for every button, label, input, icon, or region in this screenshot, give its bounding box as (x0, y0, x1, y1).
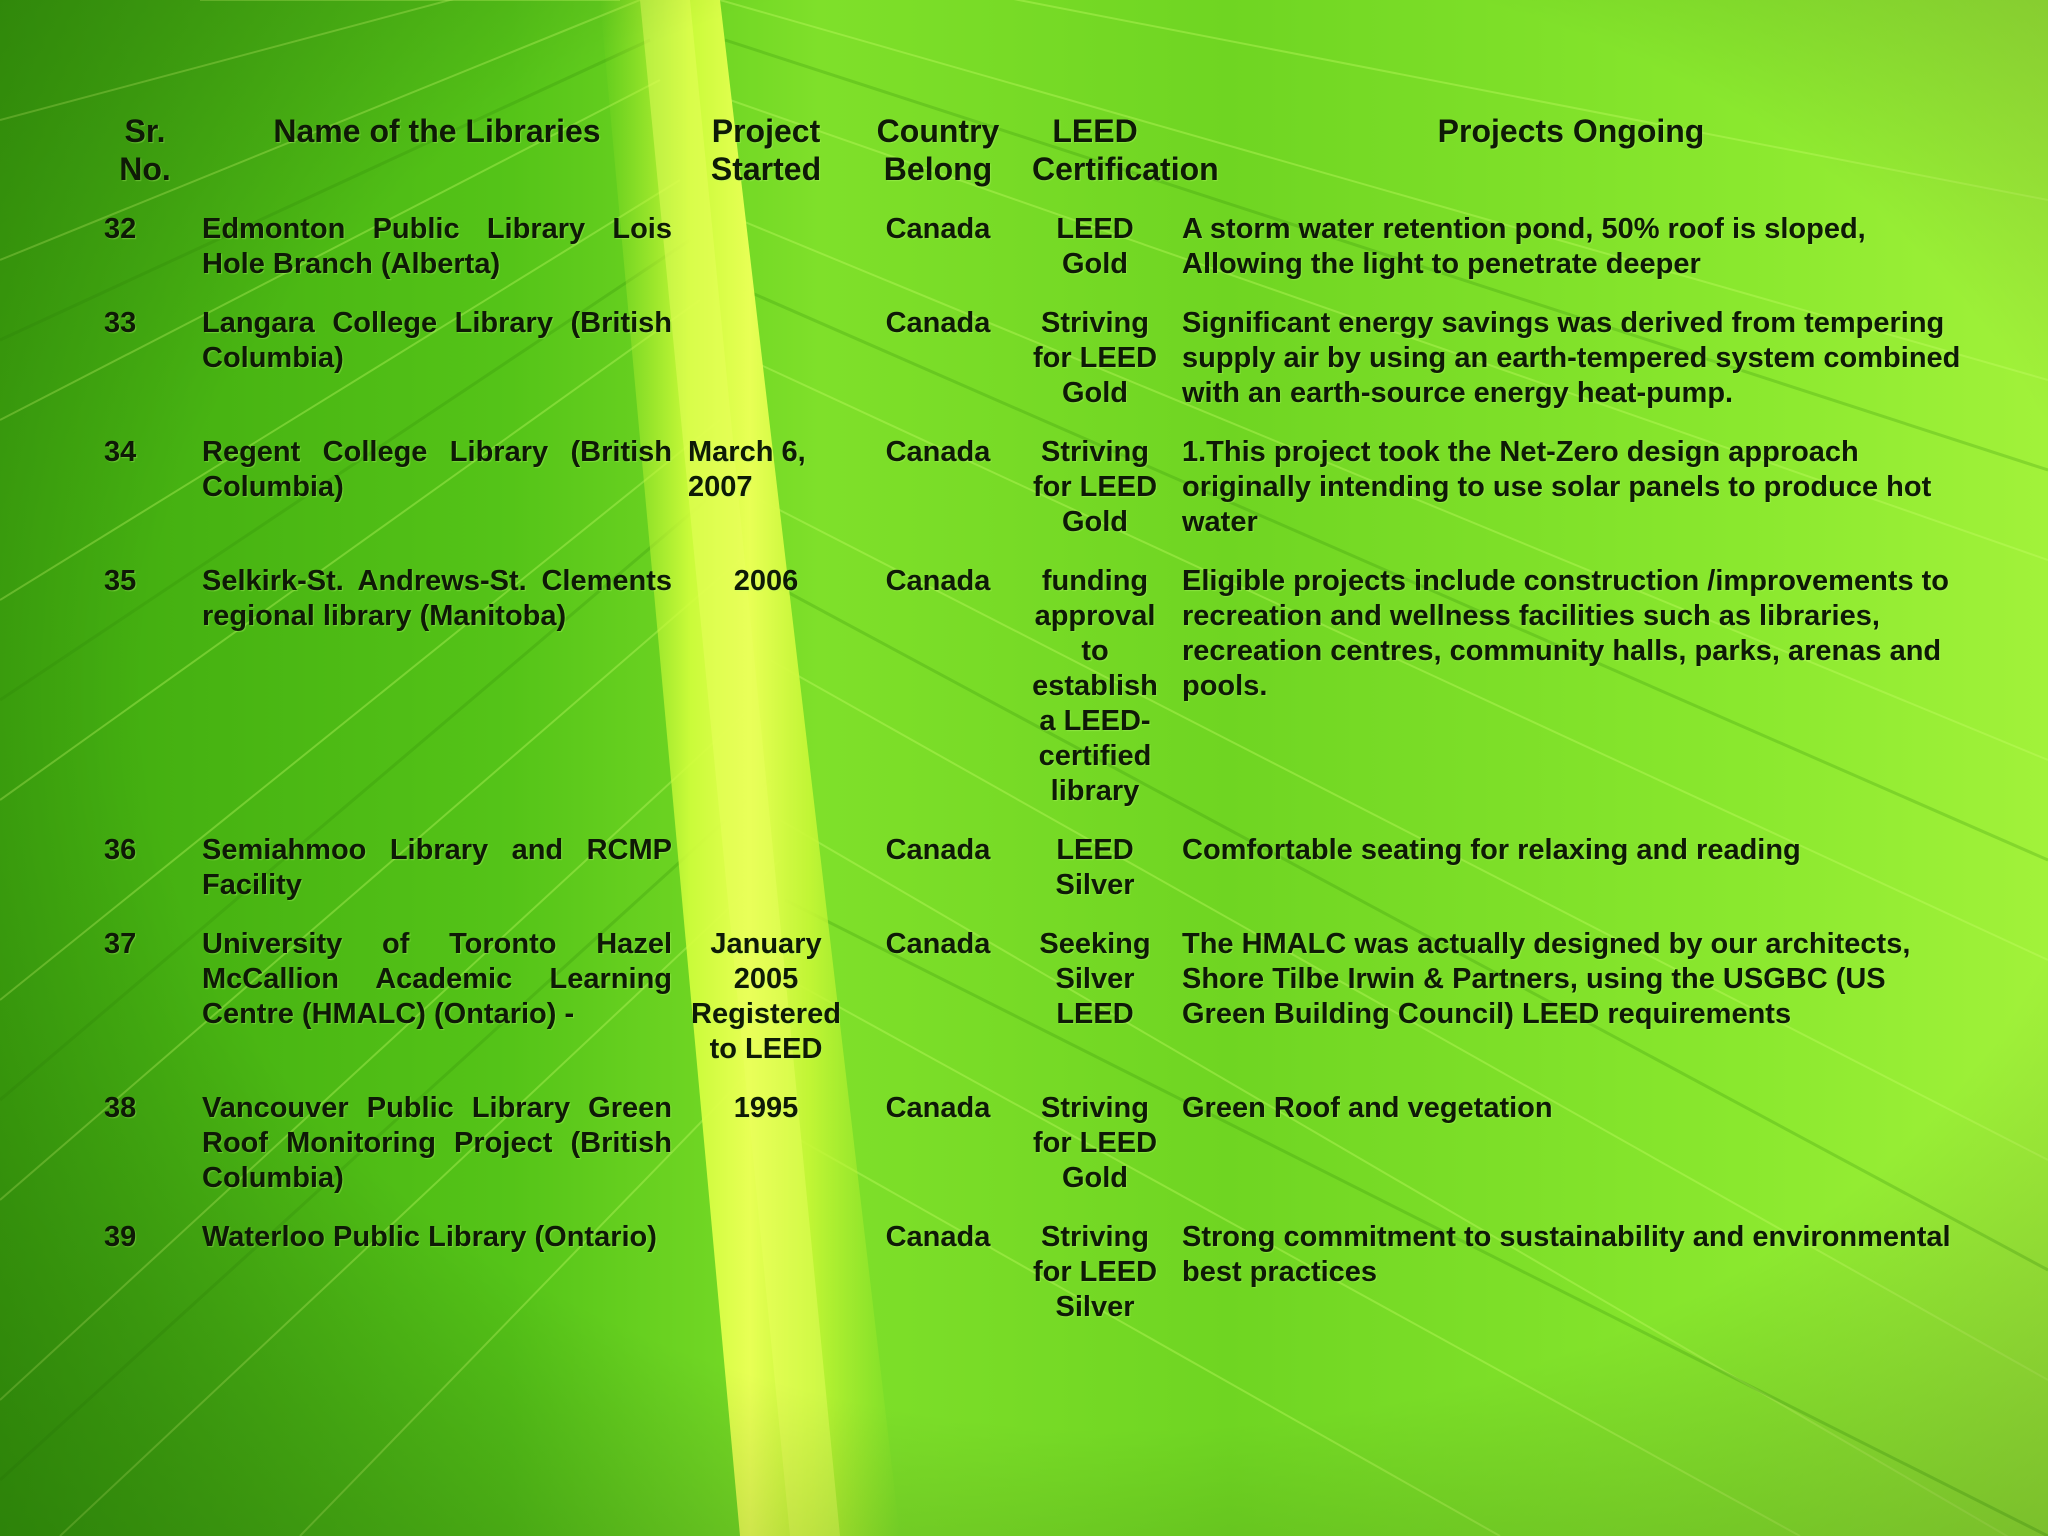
header-project-started: Project Started (710, 113, 822, 187)
cell-projects-ongoing: The HMALC was actually designed by our architects, Shore Tilbe Irwin & Partners, using the USGBC (US Green Building Council) LEED requirements (1182, 928, 1911, 1030)
cell-projects-ongoing: Eligible projects include construction /improvements to recreation and wellness facilities such as libraries, recreation centres, community halls, parks, arenas and pools. (1182, 565, 1950, 702)
cell-country: Canada (885, 436, 991, 468)
cell-project-started: 2006 (733, 565, 799, 597)
table-row (96, 1220, 1976, 1349)
cell-library-name: Regent College Library (British Columbia) (202, 436, 672, 503)
cell-country: Canada (885, 1092, 991, 1124)
cell-leed: Striving for LEED Gold (1032, 307, 1158, 409)
cell-projects-ongoing: Comfortable seating for relaxing and reading (1182, 834, 1801, 866)
header-projects-ongoing: Projects Ongoing (1437, 113, 1705, 149)
table-header-row (96, 106, 1976, 212)
cell-country: Canada (885, 307, 991, 339)
table-row (96, 833, 1976, 927)
table-row (96, 212, 1976, 306)
table-row (96, 1091, 1976, 1220)
cell-country: Canada (885, 1221, 991, 1253)
cell-leed: LEED Gold (1056, 213, 1134, 280)
cell-project-started (680, 833, 852, 927)
table-row (96, 306, 1976, 435)
header-sr-no: Sr. No. (119, 113, 171, 187)
cell-sr-no: 34 (104, 436, 137, 468)
cell-library-name: Selkirk-St. Andrews-St. Clements regional library (Manitoba) (202, 565, 672, 632)
cell-project-started (680, 1220, 852, 1349)
cell-library-name: Langara College Library (British Columbia) (202, 307, 672, 374)
cell-sr-no: 35 (104, 565, 137, 597)
cell-country: Canada (885, 928, 991, 960)
cell-sr-no: 37 (104, 928, 137, 960)
cell-projects-ongoing: A storm water retention pond, 50% roof is sloped, Allowing the light to penetrate deeper (1182, 213, 1866, 280)
cell-library-name: Vancouver Public Library Green Roof Monitoring Project (British Columbia) (202, 1092, 672, 1194)
cell-library-name: Edmonton Public Library Lois Hole Branch (Alberta) (202, 213, 672, 280)
header-library-name: Name of the Libraries (273, 113, 601, 149)
cell-library-name: Semiahmoo Library and RCMP Facility (202, 834, 672, 901)
cell-sr-no: 38 (104, 1092, 137, 1124)
libraries-table (96, 106, 1976, 1349)
table-row (96, 435, 1976, 564)
header-country: Country Belong (876, 113, 1000, 187)
cell-project-started (680, 212, 852, 306)
cell-country: Canada (885, 213, 991, 245)
cell-projects-ongoing: 1.This project took the Net-Zero design approach originally intending to use solar panels to produce hot water (1182, 436, 1932, 538)
cell-leed: Striving for LEED Gold (1032, 1092, 1158, 1194)
header-leed-certification: LEED Certification (1032, 113, 1219, 187)
cell-project-started: 1995 (733, 1092, 799, 1124)
cell-sr-no: 32 (104, 213, 137, 245)
table-row (96, 927, 1976, 1091)
cell-leed: Striving for LEED Silver (1032, 1221, 1158, 1323)
cell-project-started: March 6, 2007 (688, 436, 806, 503)
cell-sr-no: 33 (104, 307, 137, 339)
cell-leed: Seeking Silver LEED (1039, 928, 1151, 1030)
cell-country: Canada (885, 834, 991, 866)
cell-sr-no: 36 (104, 834, 137, 866)
cell-library-name: Waterloo Public Library (Ontario) (202, 1221, 657, 1253)
cell-projects-ongoing: Significant energy savings was derived from tempering supply air by using an earth-tempered system combined with an earth-source energy heat-pump. (1182, 307, 1961, 409)
cell-leed: Striving for LEED Gold (1032, 436, 1158, 538)
cell-project-started (680, 306, 852, 435)
cell-country: Canada (885, 565, 991, 597)
cell-sr-no: 39 (104, 1221, 137, 1253)
table-row (96, 564, 1976, 833)
cell-library-name: University of Toronto Hazel McCallion Academic Learning Centre (HMALC) (Ontario) - (202, 928, 672, 1030)
cell-leed: LEED Silver (1055, 834, 1135, 901)
cell-project-started: January 2005 Registered to LEED (691, 928, 841, 1065)
cell-projects-ongoing: Strong commitment to sustainability and environmental best practices (1182, 1221, 1951, 1288)
cell-projects-ongoing: Green Roof and vegetation (1182, 1092, 1553, 1124)
cell-leed: funding approval to establish a LEED-certified library (1032, 565, 1158, 807)
